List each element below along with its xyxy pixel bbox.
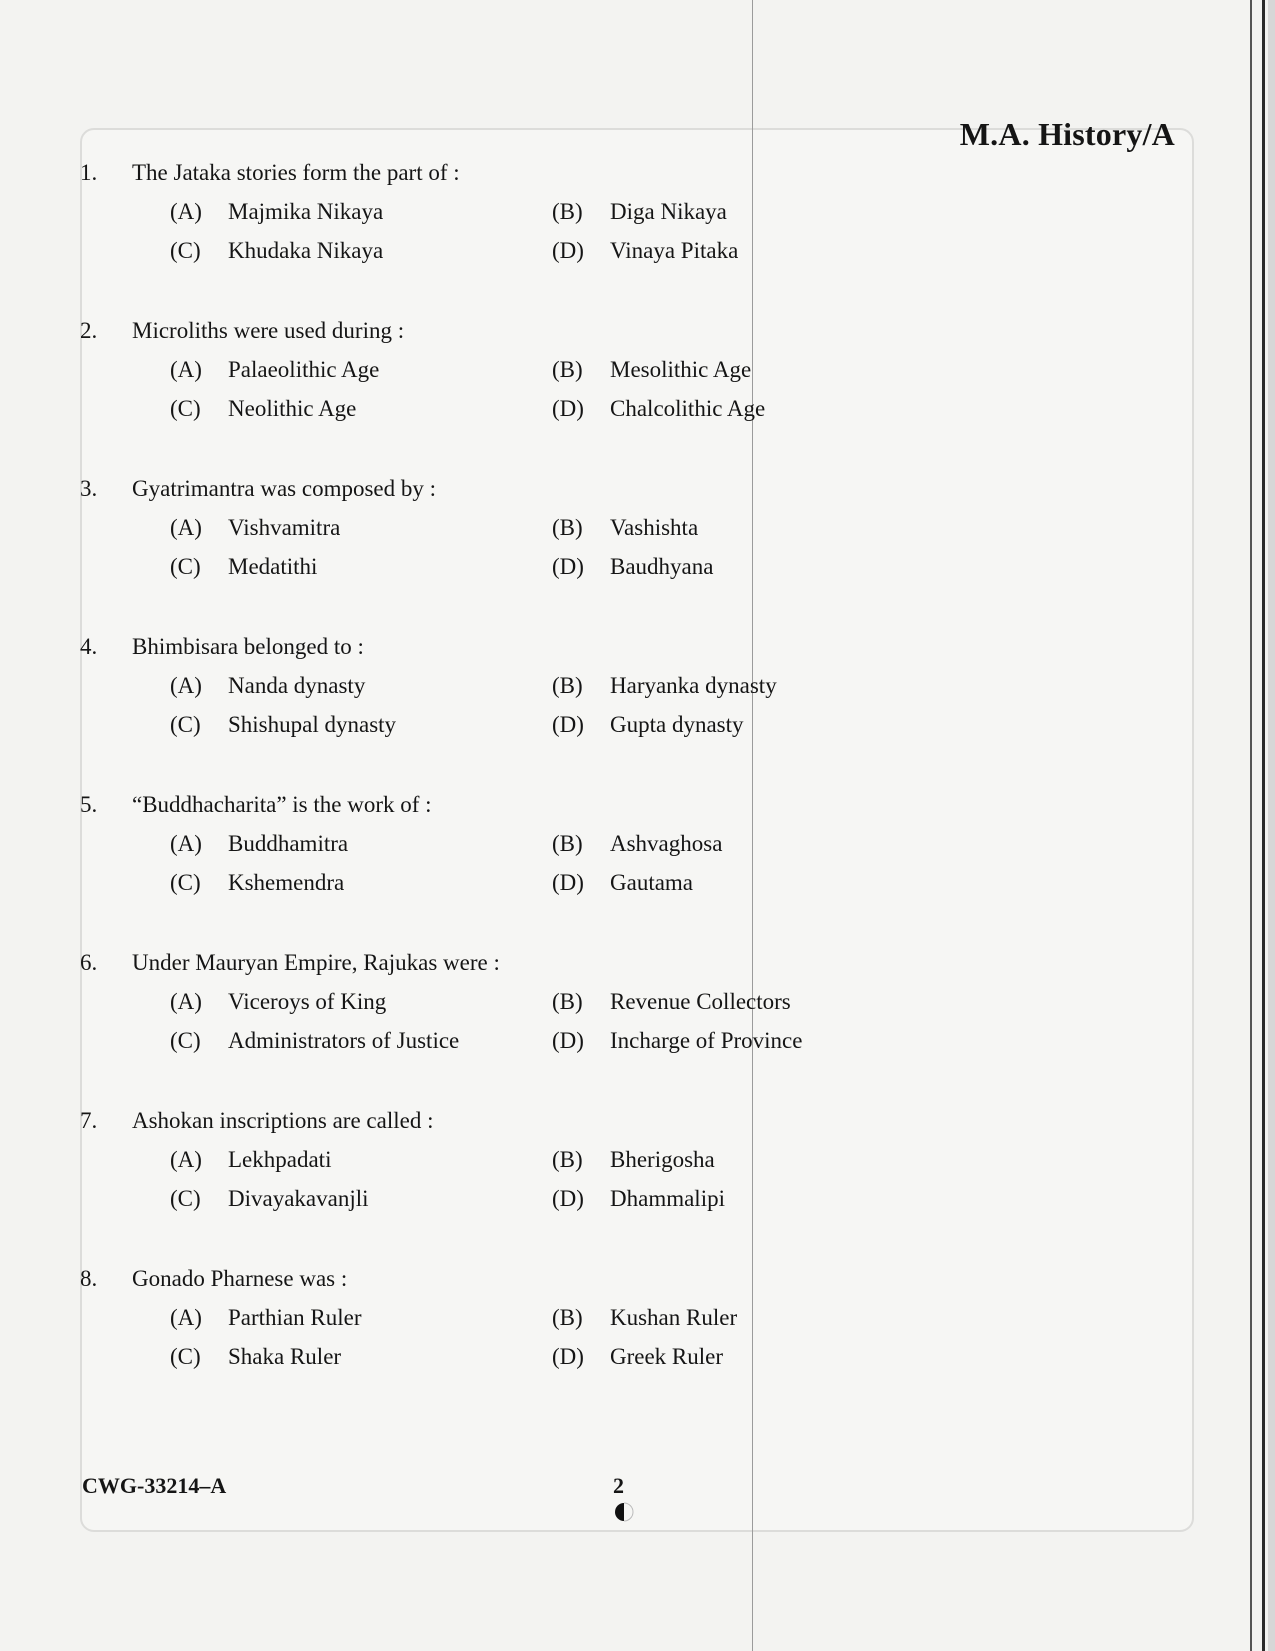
option-c bbox=[170, 712, 396, 738]
option-c bbox=[170, 1028, 459, 1054]
option-text: Shaka Ruler bbox=[228, 1344, 342, 1369]
option-text: Nanda dynasty bbox=[228, 673, 366, 698]
paper-code: CWG-33214–A bbox=[82, 1473, 227, 1498]
option-text: Divayakavanjli bbox=[228, 1186, 369, 1211]
option-label: (B) bbox=[552, 515, 583, 540]
option-text: Vinaya Pitaka bbox=[610, 238, 739, 263]
option-text: Revenue Collectors bbox=[610, 989, 791, 1014]
option-text: Gupta dynasty bbox=[610, 712, 744, 737]
question-text: Under Mauryan Empire, Rajukas were : bbox=[132, 950, 500, 975]
question-2 bbox=[80, 318, 780, 476]
option-label: (A) bbox=[170, 831, 202, 856]
option-label: (C) bbox=[170, 1186, 201, 1211]
option-text: Vishvamitra bbox=[228, 515, 341, 540]
page-number: 2 bbox=[613, 1473, 624, 1498]
option-label: (C) bbox=[170, 1344, 201, 1369]
option-text: Parthian Ruler bbox=[228, 1305, 362, 1330]
question-5 bbox=[80, 792, 780, 950]
option-d bbox=[552, 870, 693, 896]
question-4 bbox=[80, 634, 780, 792]
option-d bbox=[552, 1028, 802, 1054]
question-number: 6. bbox=[80, 950, 98, 975]
option-b bbox=[552, 673, 777, 699]
option-label: (D) bbox=[552, 712, 584, 737]
option-text: Gautama bbox=[610, 870, 694, 895]
option-label: (D) bbox=[552, 870, 584, 895]
option-label: (C) bbox=[170, 396, 201, 421]
option-a bbox=[170, 1147, 331, 1173]
option-text: Bherigosha bbox=[610, 1147, 715, 1172]
option-text: Medatithi bbox=[228, 554, 318, 579]
option-b bbox=[552, 989, 791, 1015]
option-d bbox=[552, 712, 744, 738]
registration-mark-icon bbox=[613, 1501, 635, 1523]
option-text: Chalcolithic Age bbox=[610, 396, 766, 421]
option-b bbox=[552, 1147, 715, 1173]
option-label: (A) bbox=[170, 989, 202, 1014]
option-text: Neolithic Age bbox=[228, 396, 357, 421]
option-a bbox=[170, 831, 348, 857]
option-b bbox=[552, 515, 698, 541]
option-d bbox=[552, 1344, 723, 1370]
option-text: Greek Ruler bbox=[610, 1344, 724, 1369]
option-label: (D) bbox=[552, 1028, 584, 1053]
option-text: Kushan Ruler bbox=[610, 1305, 738, 1330]
option-label: (B) bbox=[552, 831, 583, 856]
option-d bbox=[552, 238, 738, 264]
question-text: Gyatrimantra was composed by : bbox=[132, 476, 437, 501]
option-text: Kshemendra bbox=[228, 870, 345, 895]
question-number: 7. bbox=[80, 1108, 98, 1133]
question-text: Bhimbisara belonged to : bbox=[132, 634, 364, 659]
option-b bbox=[552, 199, 727, 225]
option-d bbox=[552, 1186, 725, 1212]
option-text: Buddhamitra bbox=[228, 831, 349, 856]
option-a bbox=[170, 515, 340, 541]
question-number: 5. bbox=[80, 792, 98, 817]
option-label: (A) bbox=[170, 199, 202, 224]
option-label: (B) bbox=[552, 357, 583, 382]
option-label: (B) bbox=[552, 989, 583, 1014]
question-7 bbox=[80, 1108, 780, 1266]
question-list bbox=[80, 160, 803, 1424]
question-text: Ashokan inscriptions are called : bbox=[132, 1108, 434, 1133]
option-label: (A) bbox=[170, 673, 202, 698]
option-label: (B) bbox=[552, 199, 583, 224]
option-a bbox=[170, 989, 386, 1015]
option-label: (A) bbox=[170, 357, 202, 382]
option-text: Shishupal dynasty bbox=[228, 712, 397, 737]
question-8 bbox=[80, 1266, 780, 1424]
option-label: (A) bbox=[170, 1305, 202, 1330]
option-label: (A) bbox=[170, 515, 202, 540]
option-a bbox=[170, 199, 383, 225]
option-label: (B) bbox=[552, 1305, 583, 1330]
scan-edge-line bbox=[1262, 0, 1265, 1651]
option-text: Mesolithic Age bbox=[610, 357, 752, 382]
option-c bbox=[170, 554, 317, 580]
option-c bbox=[170, 1186, 369, 1212]
question-text: Gonado Pharnese was : bbox=[132, 1266, 348, 1291]
option-text: Ashvaghosa bbox=[610, 831, 723, 856]
option-text: Khudaka Nikaya bbox=[228, 238, 384, 263]
option-b bbox=[552, 357, 751, 383]
option-text: Baudhyana bbox=[610, 554, 714, 579]
option-text: Palaeolithic Age bbox=[228, 357, 380, 382]
option-label: (D) bbox=[552, 1186, 584, 1211]
option-a bbox=[170, 673, 365, 699]
question-6 bbox=[80, 950, 803, 1108]
option-c bbox=[170, 1344, 341, 1370]
option-label: (B) bbox=[552, 673, 583, 698]
option-label: (D) bbox=[552, 554, 584, 579]
question-number: 2. bbox=[80, 318, 98, 343]
option-d bbox=[552, 554, 713, 580]
option-label: (C) bbox=[170, 870, 201, 895]
option-label: (D) bbox=[552, 396, 584, 421]
scan-edge-margin bbox=[1268, 0, 1275, 1651]
option-label: (D) bbox=[552, 238, 584, 263]
option-label: (C) bbox=[170, 1028, 201, 1053]
option-b bbox=[552, 831, 722, 857]
option-label: (C) bbox=[170, 554, 201, 579]
question-text: Microliths were used during : bbox=[132, 318, 405, 343]
question-number: 4. bbox=[80, 634, 98, 659]
option-text: Haryanka dynasty bbox=[610, 673, 777, 698]
option-c bbox=[170, 870, 344, 896]
option-label: (B) bbox=[552, 1147, 583, 1172]
option-a bbox=[170, 1305, 362, 1331]
option-text: Majmika Nikaya bbox=[228, 199, 384, 224]
option-text: Diga Nikaya bbox=[610, 199, 727, 224]
option-text: Vashishta bbox=[610, 515, 699, 540]
option-c bbox=[170, 396, 356, 422]
option-label: (A) bbox=[170, 1147, 202, 1172]
question-number: 3. bbox=[80, 476, 98, 501]
option-label: (C) bbox=[170, 238, 201, 263]
question-number: 1. bbox=[80, 160, 98, 185]
question-text: The Jataka stories form the part of : bbox=[132, 160, 460, 185]
question-number: 8. bbox=[80, 1266, 98, 1291]
option-label: (D) bbox=[552, 1344, 584, 1369]
option-text: Viceroys of King bbox=[228, 989, 387, 1014]
option-text: Incharge of Province bbox=[610, 1028, 803, 1053]
option-a bbox=[170, 357, 379, 383]
option-text: Lekhpadati bbox=[228, 1147, 332, 1172]
option-d bbox=[552, 396, 765, 422]
paper-title: M.A. History/A bbox=[959, 116, 1175, 152]
question-3 bbox=[80, 476, 780, 634]
option-c bbox=[170, 238, 383, 264]
question-text: “Buddhacharita” is the work of : bbox=[132, 792, 432, 817]
scan-edge-line bbox=[1250, 0, 1252, 1651]
option-text: Administrators of Justice bbox=[228, 1028, 460, 1053]
option-label: (C) bbox=[170, 712, 201, 737]
question-1 bbox=[80, 160, 780, 318]
option-b bbox=[552, 1305, 737, 1331]
option-text: Dhammalipi bbox=[610, 1186, 725, 1211]
